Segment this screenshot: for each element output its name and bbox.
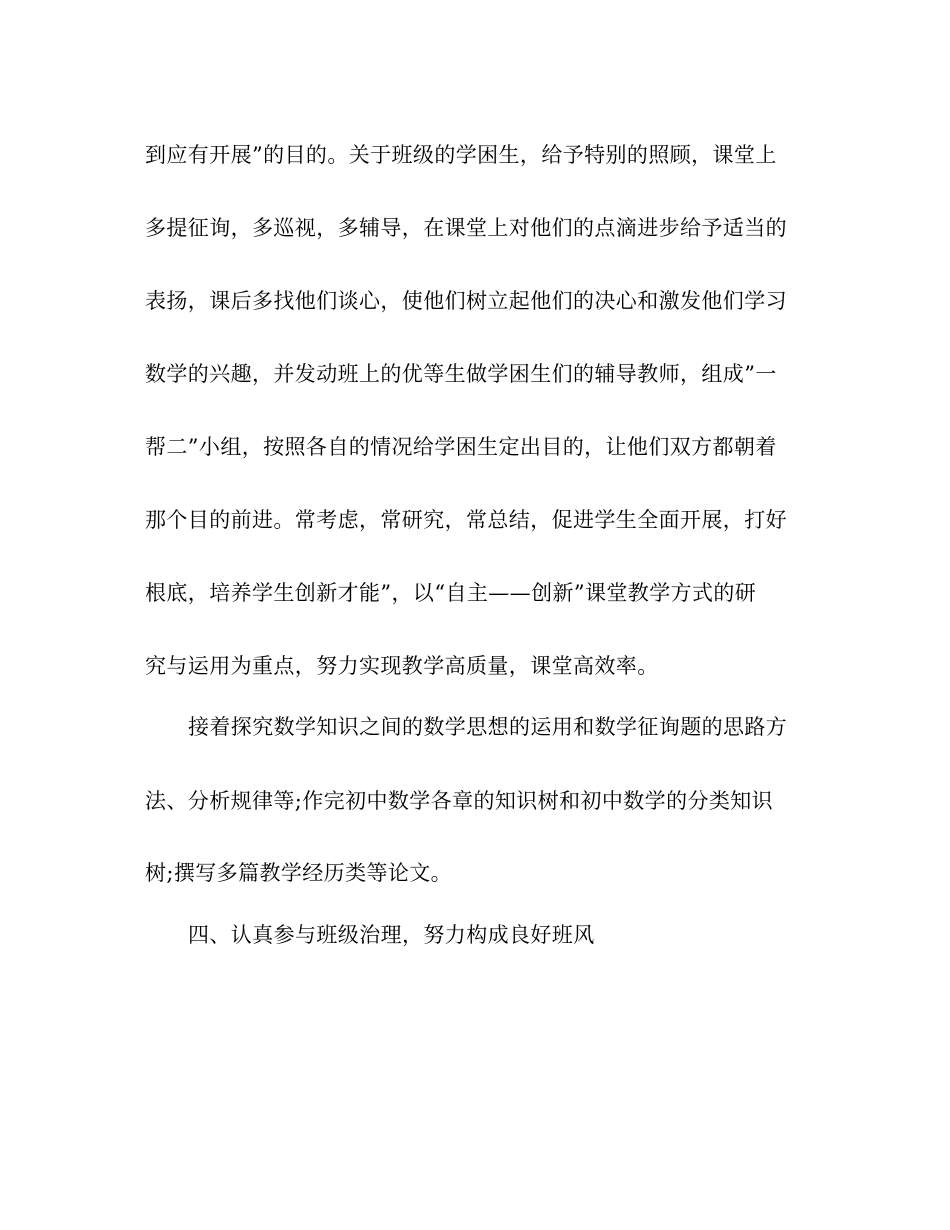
paragraph-line-7: 根底，培养学生创新才能”，以“自主——创新”课堂教学方式的研 bbox=[145, 581, 757, 605]
paragraph-line-4: 数学的兴趣，并发动班上的优等生做学困生们的辅导教师，组成”一 bbox=[145, 362, 777, 386]
paragraph-line-9: 接着探究数学知识之间的数学思想的运用和数学征询题的思路方 bbox=[188, 715, 788, 739]
section-heading: 四、认真参与班级治理，努力构成良好班风 bbox=[188, 923, 595, 947]
paragraph-line-3: 表扬，课后多找他们谈心，使他们树立起他们的决心和激发他们学习 bbox=[145, 289, 787, 313]
paragraph-line-10: 法、分析规律等;作完初中数学各章的知识树和初中数学的分类知识 bbox=[145, 789, 774, 813]
paragraph-line-11: 树;撰写多篇教学经历类等论文。 bbox=[145, 861, 453, 885]
paragraph-line-5: 帮二”小组，按照各自的情况给学困生定出目的，让他们双方都朝着 bbox=[145, 435, 777, 459]
paragraph-line-6: 那个目的前进。常考虑，常研究，常总结，促进学生全面开展，打好 bbox=[145, 508, 787, 532]
paragraph-line-2: 多提征询，多巡视，多辅导，在课堂上对他们的点滴进步给予适当的 bbox=[145, 216, 787, 240]
paragraph-line-1: 到应有开展”的目的。关于班级的学困生，给予特别的照顾，课堂上 bbox=[145, 143, 777, 167]
paragraph-line-8: 究与运用为重点，努力实现教学高质量，课堂高效率。 bbox=[145, 654, 659, 678]
